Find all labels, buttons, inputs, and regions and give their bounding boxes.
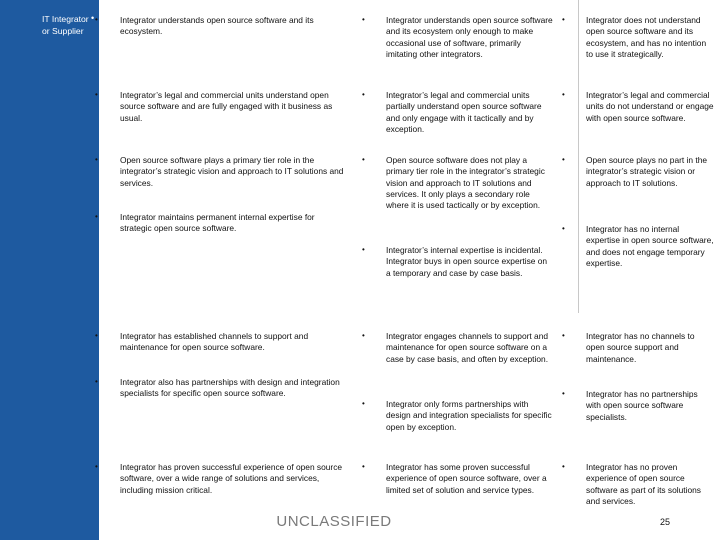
col2-item: Integrator engages channels to support and maintenance for open source software on a case by case basis, and often by exception.	[386, 331, 549, 364]
bullet: •	[95, 462, 98, 471]
col1-item: Integrator has proven successful experience of open source software, over a wide range of solutions and services, including mission critical.	[120, 462, 343, 495]
page-number: 25	[660, 517, 671, 527]
row-label-bullet: •	[91, 13, 95, 23]
bullet: •	[362, 15, 365, 24]
row-label: IT Integrator or Supplier	[42, 14, 89, 36]
bullet: •	[362, 462, 365, 471]
col3-item: Open source plays no part in the integrator’s strategic vision or approach to IT solutions.	[586, 155, 708, 188]
col2-item: Integrator understands open source software and its ecosystem only enough to make occasional use of software, primarily imitating other integrators.	[386, 15, 553, 59]
col1-item: Integrator also has partnerships with design and integration specialists for specific open source software.	[120, 377, 340, 399]
bullet: •	[95, 90, 98, 99]
row-label-column	[0, 0, 99, 540]
col2-item: Integrator’s internal expertise is incidental. Integrator buys in open source expertise on a temporary and case by case basis.	[386, 245, 548, 278]
col1-item: Integrator has established channels to support and maintenance for open source software.	[120, 331, 309, 353]
col1-item: Integrator understands open source software and its ecosystem.	[120, 15, 314, 37]
bullet: •	[95, 331, 98, 340]
col3-item: Integrator has no channels to open source support and maintenance.	[586, 331, 695, 364]
classification-label: UNCLASSIFIED	[276, 513, 392, 530]
col1-item: Open source software plays a primary tier role in the integrator’s strategic vision and approach to IT solutions and services.	[120, 155, 344, 188]
col2-item: Integrator’s legal and commercial units partially understand open source software and only engage with it tactically and by exception.	[386, 90, 542, 134]
bullet: •	[95, 212, 98, 221]
bullet: •	[362, 245, 365, 254]
col3-item: Integrator has no proven experience of open source software as part of its solutions and services.	[586, 462, 701, 506]
col2-item: Open source software does not play a primary tier role in the integrator’s strategic vision and approach to IT solutions and services. It only plays a secondary role where it is used tactically or by exception.	[386, 155, 545, 211]
col3-item: Integrator has no internal expertise in open source software, and does not engage temporary expertise.	[586, 224, 714, 268]
bullet: •	[362, 399, 365, 408]
bullet: •	[362, 331, 365, 340]
bullet: •	[562, 224, 565, 233]
bullet: •	[95, 155, 98, 164]
col2-item: Integrator only forms partnerships with design and integration specialists for specific open by exception.	[386, 399, 552, 432]
col2-item: Integrator has some proven successful experience of open source software, over a limited set of solution and service types.	[386, 462, 547, 495]
bullet: •	[562, 331, 565, 340]
col3-item: Integrator’s legal and commercial units do not understand or engage with open source software.	[586, 90, 714, 123]
bullet: •	[562, 15, 565, 24]
bullet: •	[95, 15, 98, 24]
bullet: •	[362, 155, 365, 164]
col1-item: Integrator maintains permanent internal expertise for strategic open source software.	[120, 212, 315, 234]
bullet: •	[562, 389, 565, 398]
bullet: •	[562, 462, 565, 471]
col1-item: Integrator’s legal and commercial units understand open source software and are fully engaged with it business as usual.	[120, 90, 333, 123]
bullet: •	[562, 155, 565, 164]
col3-item: Integrator has no partnerships with open source software specialists.	[586, 389, 698, 422]
bullet: •	[362, 90, 365, 99]
bullet: •	[95, 377, 98, 386]
col3-item: Integrator does not understand open source software and its ecosystem, and has no intention to use it strategically.	[586, 15, 707, 59]
bullet: •	[562, 90, 565, 99]
